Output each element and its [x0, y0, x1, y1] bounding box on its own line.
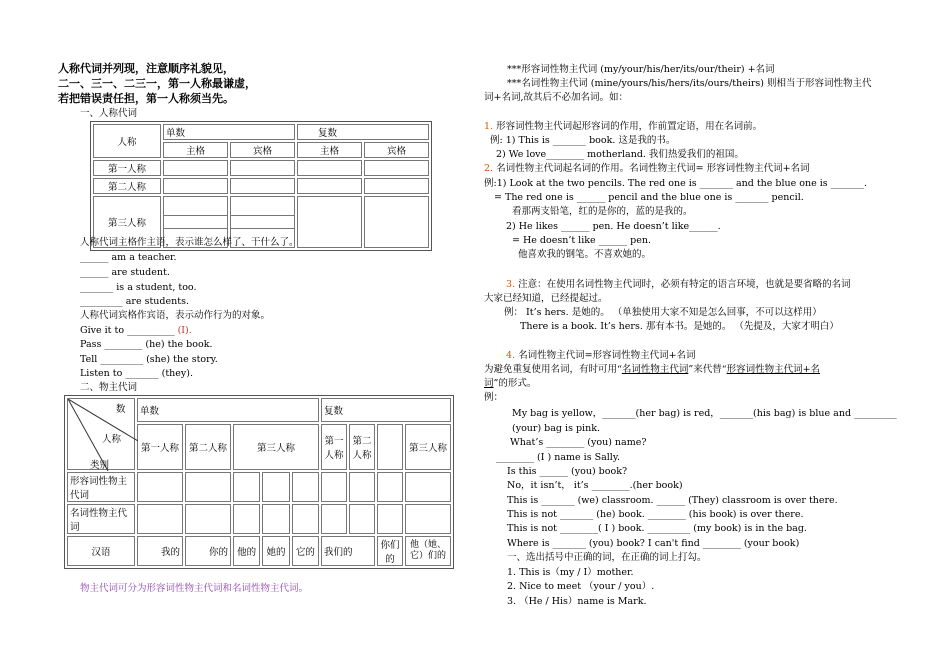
th-plural-2: 复数 — [321, 398, 451, 422]
point-2-num: 2. — [484, 163, 494, 174]
cell — [163, 160, 228, 176]
diag-person: 人称 — [102, 434, 122, 445]
row-noun-label: 名词性物主代词 — [67, 504, 135, 534]
th-subj-plur: 主格 — [297, 142, 362, 158]
cell — [137, 472, 183, 502]
cell — [405, 504, 451, 534]
point-1-ex-2: 2) We love________ motherland. 我们热爱我们的祖国。 — [496, 149, 744, 160]
object-example-1-text: Give it to __________ — [80, 325, 178, 336]
cell — [377, 424, 403, 470]
cell — [349, 504, 375, 534]
footer-note: 物主代词可分为形容词性物主代词和名词性物主代词。 — [80, 583, 309, 594]
cn-my: 我的 — [137, 536, 183, 566]
point-2-ex-5: = He doesn’t like ______ pen. — [512, 235, 652, 246]
th-singular-2: 单数 — [137, 398, 319, 422]
ex-4: Is this ______ (you) book? — [507, 466, 628, 477]
cell — [233, 472, 260, 502]
cell — [349, 472, 375, 502]
cell — [377, 472, 403, 502]
object-example-2: Pass ________ (he) the book. — [80, 339, 213, 350]
subject-example-1: ______ am a teacher. — [80, 252, 177, 263]
point-3-text: 注意：在使用名词性物主代词时，必须有特定的语言环境，也就是要省略的名词 — [518, 279, 851, 290]
point-2-text: 名词性物主代词起名词的作用。名词性物主代词= 形容词性物主代词+名词 — [496, 163, 810, 174]
th-person: 人称 — [93, 124, 161, 158]
point-4-num: 4. — [506, 350, 516, 361]
col-plur-3: 第三人称 — [405, 424, 451, 470]
cell — [364, 196, 429, 248]
point-1-text: 形容词性物主代词起形容词的作用，作前置定语，用在名词前。 — [496, 121, 763, 132]
row-cn-label: 汉语 — [67, 536, 135, 566]
th-obj-sing: 宾格 — [230, 142, 295, 158]
cell — [230, 178, 295, 194]
question-title: 一、选出括号中正确的词，在正确的词上打勾。 — [507, 552, 707, 563]
cell — [364, 160, 429, 176]
th-subj-sing: 主格 — [163, 142, 228, 158]
subject-example-3: _______ is a student, too. — [80, 282, 197, 293]
cell — [262, 472, 289, 502]
cell — [297, 196, 362, 248]
p4c-u: 词 — [484, 378, 494, 389]
col-plur-1: 第一人称 — [321, 424, 347, 470]
point-1-num: 1. — [484, 121, 494, 132]
ex-1-cont: (your) bag is pink. — [512, 423, 600, 434]
ex-5: No，it isn’t， it’s ________.(her book) — [507, 480, 683, 491]
object-example-1 — [80, 325, 192, 337]
point-4-line-2 — [484, 364, 820, 376]
point-3-ex-1: 例： It’s hers. 是她的。 （单独使用大家不知是怎么回事，不可以这样用） — [504, 307, 822, 318]
point-1 — [484, 121, 762, 133]
point-3 — [506, 279, 851, 291]
rhyme-line-3: 若把错误责任担，第一人称须当先。 — [58, 92, 234, 105]
point-3-ex-2: There is a book. It’s hers. 那有本书。是她的。 （先提及，大家才明白） — [520, 321, 839, 332]
rule-noun: ***名词性物主代词 (mine/yours/his/hers/its/ours/theirs) 则相当于形容词性物主代 — [507, 78, 872, 89]
ex-1: My bag is yellow，_______(her bag) is red，_______(his bag) is blue and _________ — [512, 408, 897, 419]
point-4 — [506, 350, 696, 362]
point-2-ex-2: = The red one is ______ pencil and the blue one is _______ pencil. — [494, 192, 804, 203]
cn-their: 他（她、它）们的 — [405, 536, 451, 566]
cell — [185, 504, 231, 534]
p4b-u2: 形容词性物主代词+名 — [726, 364, 821, 375]
question-1: 1. This is（my / I）mother. — [507, 567, 634, 578]
col-sing-3: 第三人称 — [233, 424, 319, 470]
p4c: ”的形式。 — [493, 378, 537, 389]
cn-its: 它的 — [292, 536, 319, 566]
cn-your: 你的 — [185, 536, 231, 566]
row-first-person: 第一人称 — [93, 160, 161, 176]
example-label: 例： — [484, 392, 504, 403]
subject-example-2: ______ are student. — [80, 267, 170, 278]
col-sing-2: 第二人称 — [185, 424, 231, 470]
point-2-ex-1: 例:1) Look at the two pencils. The red one is _______ and the blue one is _______. — [484, 178, 867, 189]
cn-his: 他的 — [233, 536, 260, 566]
cell — [321, 504, 347, 534]
cell — [405, 472, 451, 502]
row-third-person: 第三人称 — [93, 196, 161, 248]
cell — [163, 178, 228, 194]
point-4-line-3 — [484, 378, 536, 390]
object-example-4: Listen to _______ (they). — [80, 368, 193, 379]
rhyme-line-2: 二一、三一、二三一，第一人称最谦虚， — [58, 77, 256, 90]
th-plural: 复数 — [297, 124, 429, 140]
point-2-ex-6: 他喜欢我的钢笔。不喜欢她的。 — [518, 249, 652, 260]
cell — [297, 160, 362, 176]
point-4-text: 名词性物主代词=形容词性物主代词+名词 — [518, 350, 696, 361]
cell — [233, 504, 260, 534]
possessive-pronoun-table — [64, 395, 454, 569]
ex-2: What’s ________ (you) name? — [510, 437, 647, 448]
p4b-u1: 名词性物主代词 — [621, 364, 689, 375]
cell — [292, 472, 319, 502]
object-example-1-hint: (I). — [177, 325, 192, 336]
cell — [297, 178, 362, 194]
diagonal-header — [67, 398, 135, 470]
question-2: 2. Nice to meet （your / you）. — [507, 581, 655, 592]
point-2 — [484, 163, 810, 175]
diag-shu: 数 — [116, 404, 126, 415]
col-plur-2: 第二人称 — [349, 424, 375, 470]
point-1-ex-1: 例: 1) This is _______ book. 这是我的书。 — [490, 135, 676, 146]
p4b-pre: 为避免重复使用名词，有时可用“ — [484, 364, 622, 375]
ex-8: This is not ________( I ) book. _________ (my book) is in the bag. — [507, 523, 807, 534]
object-example-3: Tell _________ (she) the story. — [80, 354, 218, 365]
cell — [364, 178, 429, 194]
cell — [292, 504, 319, 534]
row-second-person: 第二人称 — [93, 178, 161, 194]
ex-3: ________ (I ) name is Sally. — [496, 452, 620, 463]
rule-adj: ***形容词性物主代词 (my/your/his/her/its/our/their) +名词 — [507, 64, 775, 75]
col-sing-1: 第一人称 — [137, 424, 183, 470]
diag-leibie: 类别 — [90, 460, 110, 471]
p4b-mid: ”来代替“ — [688, 364, 727, 375]
cn-our: 我们的 — [321, 536, 375, 566]
section-2-title: 二、物主代词 — [80, 382, 138, 393]
cell — [321, 472, 347, 502]
row-adj-label: 形容词性物主代词 — [67, 472, 135, 502]
object-note: 人称代词宾格作宾语，表示动作行为的对象。 — [80, 310, 271, 321]
th-singular: 单数 — [163, 124, 295, 140]
ex-7: This is not _______ (he) book. ________ (his book) is over there. — [507, 509, 804, 520]
section-1-title: 一、人称代词 — [80, 108, 138, 119]
cell — [377, 504, 403, 534]
cn-her: 她的 — [262, 536, 289, 566]
cell — [262, 504, 289, 534]
rhyme-line-1: 人称代词并列现，注意顺序礼貌见， — [58, 62, 234, 75]
point-3-num: 3. — [506, 279, 516, 290]
th-obj-plur: 宾格 — [364, 142, 429, 158]
ex-6: This is _______ (we) classroom. ______ (They) classroom is over there. — [507, 495, 838, 506]
subject-example-4: _________ are students. — [80, 296, 189, 307]
point-2-ex-4: 2) He likes ______ pen. He doesn’t like______. — [506, 221, 721, 232]
cn-your-pl: 你们的 — [377, 536, 403, 566]
rule-noun-cont: 词+名词,故其后不必加名词。如： — [484, 92, 628, 103]
cell — [185, 472, 231, 502]
personal-pronoun-table — [90, 121, 432, 251]
subject-note: 人称代词主格作主语，表示谁怎么样了、干什么了。 — [80, 237, 299, 248]
point-2-ex-3: 看那两支铅笔，红的是你的，蓝的是我的。 — [512, 206, 693, 217]
ex-9: Where is _______ (you) book? I can't find ________ (your book) — [507, 538, 800, 549]
cell — [137, 504, 183, 534]
question-3: 3. （He / His）name is Mark. — [507, 596, 647, 607]
point-3-cont: 大家已经知道，已经提起过。 — [484, 293, 608, 304]
cell — [230, 160, 295, 176]
